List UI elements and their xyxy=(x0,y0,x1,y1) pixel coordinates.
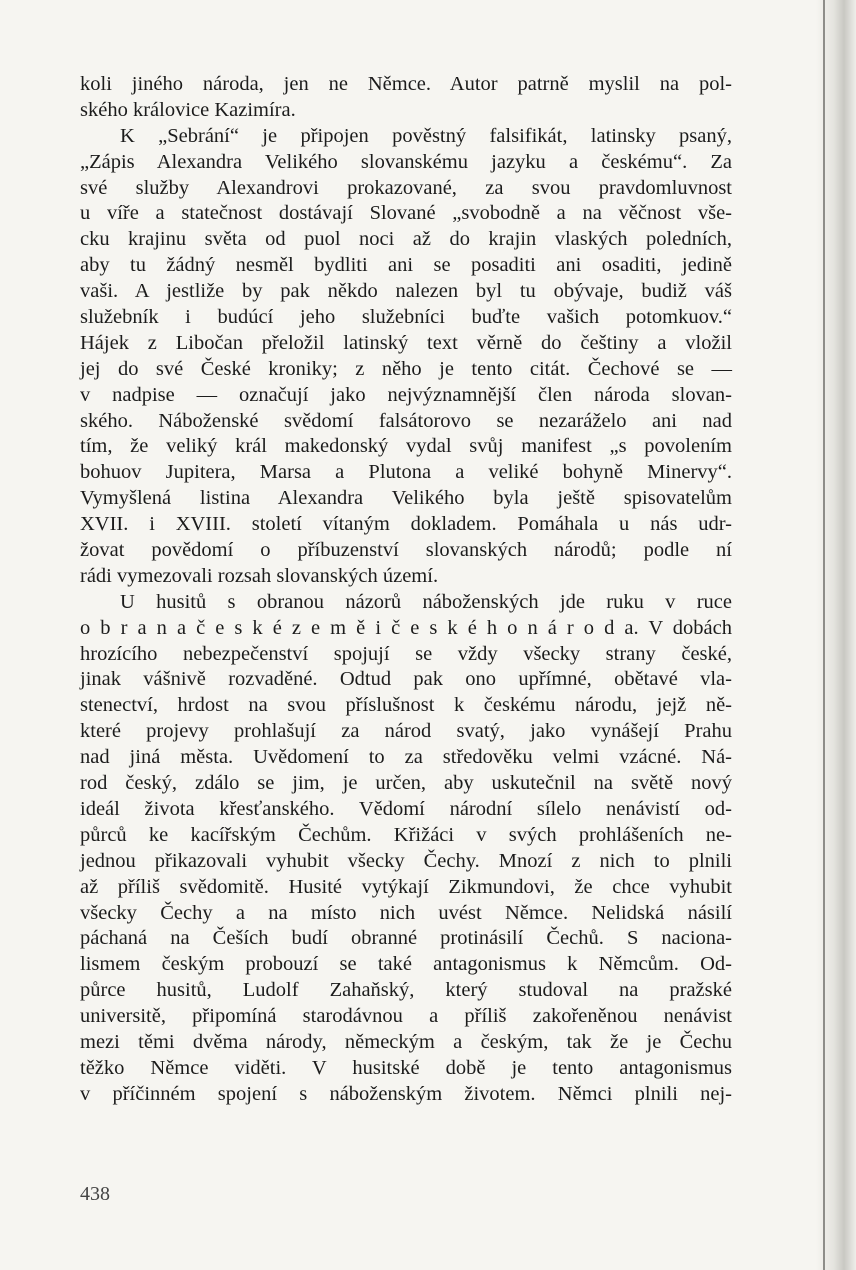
text-line: ského královice Kazimíra. xyxy=(80,98,296,121)
text-line: až příliš svědomitě. Husité vytýkají Zikmundovi, že chce vyhubit xyxy=(80,875,732,898)
text-line: půrce husitů, Ludolf Zahaňský, který studoval na pražské xyxy=(80,979,732,1002)
text-line: bohuov Jupitera, Marsa a Plutona a veliké bohyně Minervy“. xyxy=(80,461,732,484)
text-line: nad jiná města. Uvědomení to za středověku velmi vzácné. Ná- xyxy=(80,746,732,769)
text-line: mezi těmi dvěma národy, německým a českým, tak že je Čechu xyxy=(80,1030,732,1053)
text-line: u víře a statečnost dostávají Slované „svobodně a na věčnost vše- xyxy=(80,202,732,225)
text-line: „Zápis Alexandra Velikého slovanskému jazyku a českému“. Za xyxy=(80,150,732,173)
text-line: U husitů s obranou názorů náboženských jde ruku v ruce xyxy=(120,590,732,613)
text-line: těžko Němce viděti. V husitské době je tento antagonismus xyxy=(80,1056,732,1079)
text-line: ského. Náboženské svědomí falsátorovo se nezaráželo ani nad xyxy=(80,409,732,432)
text-line: hrozícího nebezpečenství spojují se vždy všecky strany české, xyxy=(80,642,732,665)
page-gutter-shadow xyxy=(816,0,856,1270)
text-line: universitě, připomíná starodávnou a příliš zakořeněnou nenávist xyxy=(80,1005,732,1028)
text-line: koli jiného národa, jen ne Němce. Autor patrně myslil na pol- xyxy=(80,73,732,95)
text-line: rod český, zdálo se jim, je určen, aby uskutečnil na světě nový xyxy=(80,772,732,795)
text-line: páchaná na Češích budí obranné protinásilí Čechů. S naciona- xyxy=(80,927,732,950)
text-line: všecky Čechy a na místo nich uvést Němce. Nelidská násilí xyxy=(80,901,732,924)
text-line: stenectví, hrdost na svou příslušnost k českému národu, jejž ně- xyxy=(80,694,732,717)
text-line: žovat povědomí o příbuzenství slovanských národů; podle ní xyxy=(80,539,732,562)
text-line: vaši. A jestliže by pak někdo nalezen byl tu obývaje, budiž váš xyxy=(80,280,732,303)
text-line: cku krajinu světa od puol noci až do krajin vlaských poledních, xyxy=(80,228,732,251)
text-line: jednou přikazovali vyhubit všecky Čechy. Mnozí z nich to plnili xyxy=(80,849,732,872)
text-line: lismem českým probouzí se také antagonismus k Němcům. Od- xyxy=(80,953,732,976)
page-number: 438 xyxy=(80,1183,110,1205)
text-line: K „Sebrání“ je připojen pověstný falsifikát, latinsky psaný, xyxy=(120,124,732,147)
text-line: tím, že veliký král makedonský vydal svůj manifest „s povolením xyxy=(80,435,732,458)
text-line: v nadpise — označují jako nejvýznamnější člen národa slovan- xyxy=(80,383,732,406)
text-line: v příčinném spojení s náboženským životem. Němci plnili nej- xyxy=(80,1082,732,1105)
text-line: které projevy prohlašují za národ svatý, jako vynášejí Prahu xyxy=(80,720,732,743)
text-line: půrců ke kacířským Čechům. Křižáci v svých prohlášeních ne- xyxy=(80,823,732,846)
text-line: aby tu žádný nesměl bydliti ani se posaditi ani osaditi, jedině xyxy=(80,254,732,277)
binding-edge xyxy=(823,0,825,1270)
text-line: Vymyšlená listina Alexandra Velikého byla ještě spisovatelům xyxy=(80,487,732,510)
text-line: své služby Alexandrovi prokazované, za svou pravdomluvnost xyxy=(80,176,732,199)
text-line: rádi vymezovali rozsah slovanských území. xyxy=(80,564,439,587)
page-body xyxy=(80,72,732,1108)
text-line: služebník i budúcí jeho služebníci buďte vašich potomkuov.“ xyxy=(80,306,732,329)
text-line: o b r a n a č e s k é z e m ě i č e s k é h o n á r o d a. V dobách xyxy=(80,616,732,639)
text-line: ideál života křesťanského. Vědomí národní sílelo nenávistí od- xyxy=(80,797,732,820)
text-line: jej do své České kroniky; z něho je tento citát. Čechové se — xyxy=(80,357,732,380)
text-line: XVII. i XVIII. století vítaným dokladem. Pomáhala u nás udr- xyxy=(80,513,732,536)
text-line: Hájek z Libočan přeložil latinský text věrně do češtiny a vložil xyxy=(80,331,732,354)
text-line: jinak vášnivě rozvaděné. Odtud pak ono upřímné, obětavé vla- xyxy=(80,668,732,691)
